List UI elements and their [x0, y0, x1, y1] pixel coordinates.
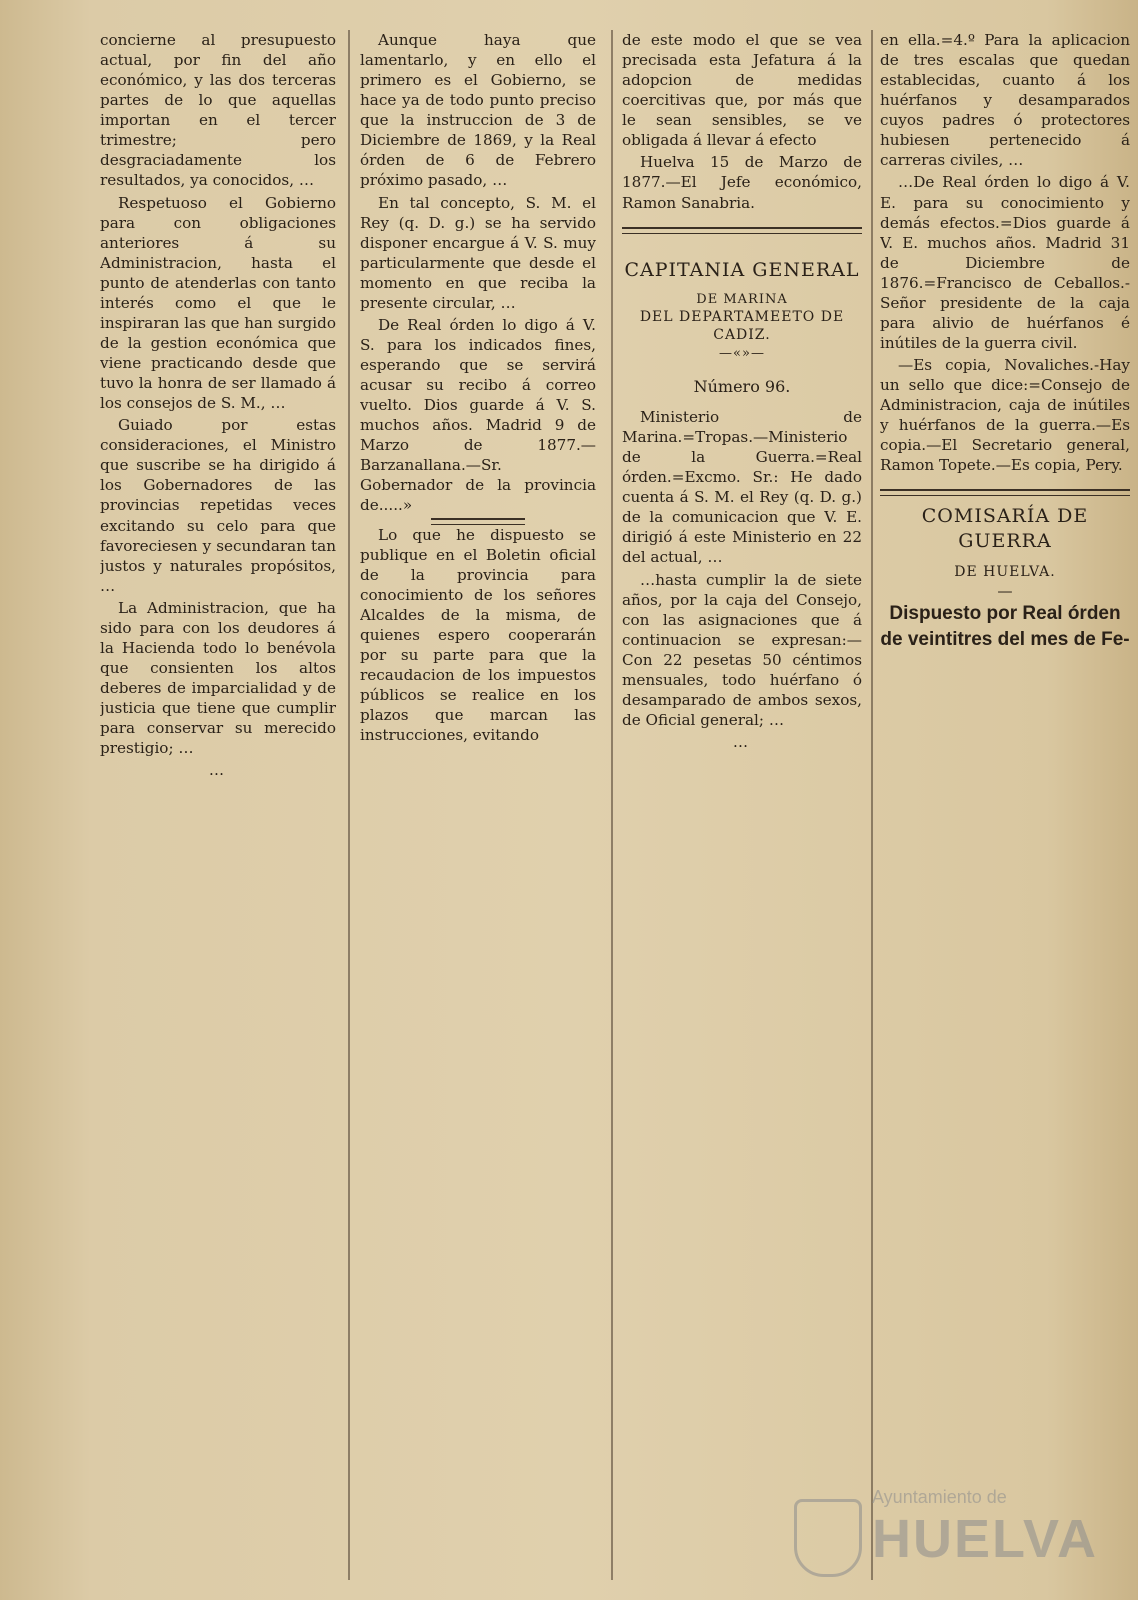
- department-line: DEL DEPARTAMEETO DE CADIZ.: [639, 308, 845, 344]
- column-rule: [611, 30, 613, 1580]
- section-subheading: DE MARINA: [696, 291, 788, 307]
- section-heading: COMISARÍA DE GUERRA: [921, 505, 1089, 553]
- signature-line: Huelva 15 de Marzo de 1877.—El Jefe económico, Ramon Sanabria.: [622, 153, 862, 212]
- section-divider: [622, 227, 862, 234]
- section-divider: [880, 489, 1130, 496]
- notice-number: Número 96.: [693, 376, 791, 396]
- column-rule: [871, 30, 873, 1580]
- paragraph: de este modo el que se vea precisada esta Jefatura á la adopcion de medidas coercitivas que, por más que le sean sensibles, se ve obligada á llevar á efecto: [622, 31, 862, 150]
- column-1: [100, 30, 336, 1580]
- paragraph: Ministerio de Marina.=Tropas.—Ministerio de la Guerra.=Real órden.=Excmo. Sr.: He dado cuenta á S. M. el Rey (q. D. g.) de la comunicacion que V. E. dirigió á este Ministerio en 22 del actual, …: [622, 408, 862, 567]
- section-subheading: DE HUELVA.: [954, 563, 1056, 580]
- paragraph: —Es copia, Novaliches.-Hay un sello que dice:=Consejo de Administracion, caja de inútiles y huérfanos de la guerra.—Es copia.—El Secretario general, Ramon Topete.—Es copia, Pery.: [880, 356, 1130, 475]
- bold-lead-paragraph: Dispuesto por Real órden de veintitres del mes de Fe-: [880, 603, 1130, 650]
- section-heading: CAPITANIA GENERAL: [624, 258, 860, 281]
- paragraph: De Real órden lo digo á V. S. para los indicados fines, esperando que se servirá acusar su recibo á correo vuelto. Dios guarde á V. S. muchos años. Madrid 9 de Marzo de 1877.—Barzanallana.—Sr. Gobernador de la provincia de.....»: [360, 315, 596, 515]
- paragraph: En tal concepto, S. M. el Rey (q. D. g.) se ha servido disponer encargue á V. S. muy particularmente que desde el momento en que reciba la presente circular, …: [360, 193, 596, 312]
- ornament: —«»—: [719, 345, 765, 361]
- archive-watermark: [872, 1487, 1098, 1570]
- watermark-line-2: HUELVA: [872, 1509, 1098, 1569]
- paragraph: en ella.=4.º Para la aplicacion de tres escalas que quedan establecidas, cuanto á los huérfanos y desamparados cuyos padres ó protectores hubiesen pertenecido á carreras civiles, …: [880, 31, 1130, 170]
- column-4: [880, 30, 1130, 1580]
- column-rule: [348, 30, 350, 1580]
- paragraph: Respetuoso el Gobierno para con obligaciones anteriores á su Administracion, hasta el punto de atenderlas con tanto interés como el que le inspiraran las que han surgido de la gestion económica que viene practicando desde que tuvo la honra de ser llamado á los consejos de S. M., …: [100, 193, 336, 413]
- paragraph: Aunque haya que lamentarlo, y en ello el primero es el Gobierno, se hace ya de todo punto preciso que la instruccion de 3 de Diciembre de 1869, y la Real órden de 6 de Febrero próximo pasado, …: [360, 31, 596, 190]
- column-2: [360, 30, 596, 1580]
- paragraph: concierne al presupuesto actual, por fin del año económico, y las dos terceras partes de lo que aquellas importan en el tercer trimestre; pero desgraciadamente los resultados, ya conocidos, …: [100, 31, 336, 190]
- paragraph: Guiado por estas consideraciones, el Ministro que suscribe se ha dirigido á los Gobernadores de las provincias repetidas veces excitando su celo para que favoreciesen y secundaran tan justos y naturales propósitos, …: [100, 416, 336, 595]
- paragraph: …hasta cumplir la de siete años, por la caja del Consejo, con las asignaciones que á continuacion se expresan:—Con 22 pesetas 50 céntimos mensuales, todo huérfano ó desamparado de ambos sexos, de Oficial general; …: [622, 570, 862, 729]
- ornament: —: [997, 582, 1013, 600]
- divider: [431, 518, 525, 525]
- paragraph: …De Real órden lo digo á V. E. para su conocimiento y demás efectos.=Dios guarde á V. E. muchos años. Madrid 31 de Diciembre de 1876.=Francisco de Ceballos.-Señor presidente de la caja para alivio de huérfanos é inútiles de la guerra civil.: [880, 173, 1130, 352]
- omission-mark: …: [208, 761, 228, 780]
- paragraph: Lo que he dispuesto se publique en el Boletin oficial de la provincia para conocimiento de los señores Alcaldes de la misma, de quienes espero cooperarán por su parte para que la recaudacion de los impuestos públicos se realice en los plazos que marcan las instrucciones, evitando: [360, 525, 596, 745]
- watermark-line-1: Ayuntamiento de: [872, 1487, 1007, 1507]
- omission-mark: …: [732, 733, 752, 751]
- column-3: [622, 30, 862, 1580]
- shield-icon: [794, 1499, 862, 1577]
- paragraph: La Administracion, que ha sido para con los deudores á la Hacienda todo lo benévola que consienten los altos deberes de imparcialidad y de justicia que tiene que cumplir para conservar su merecido prestigio; …: [100, 598, 336, 758]
